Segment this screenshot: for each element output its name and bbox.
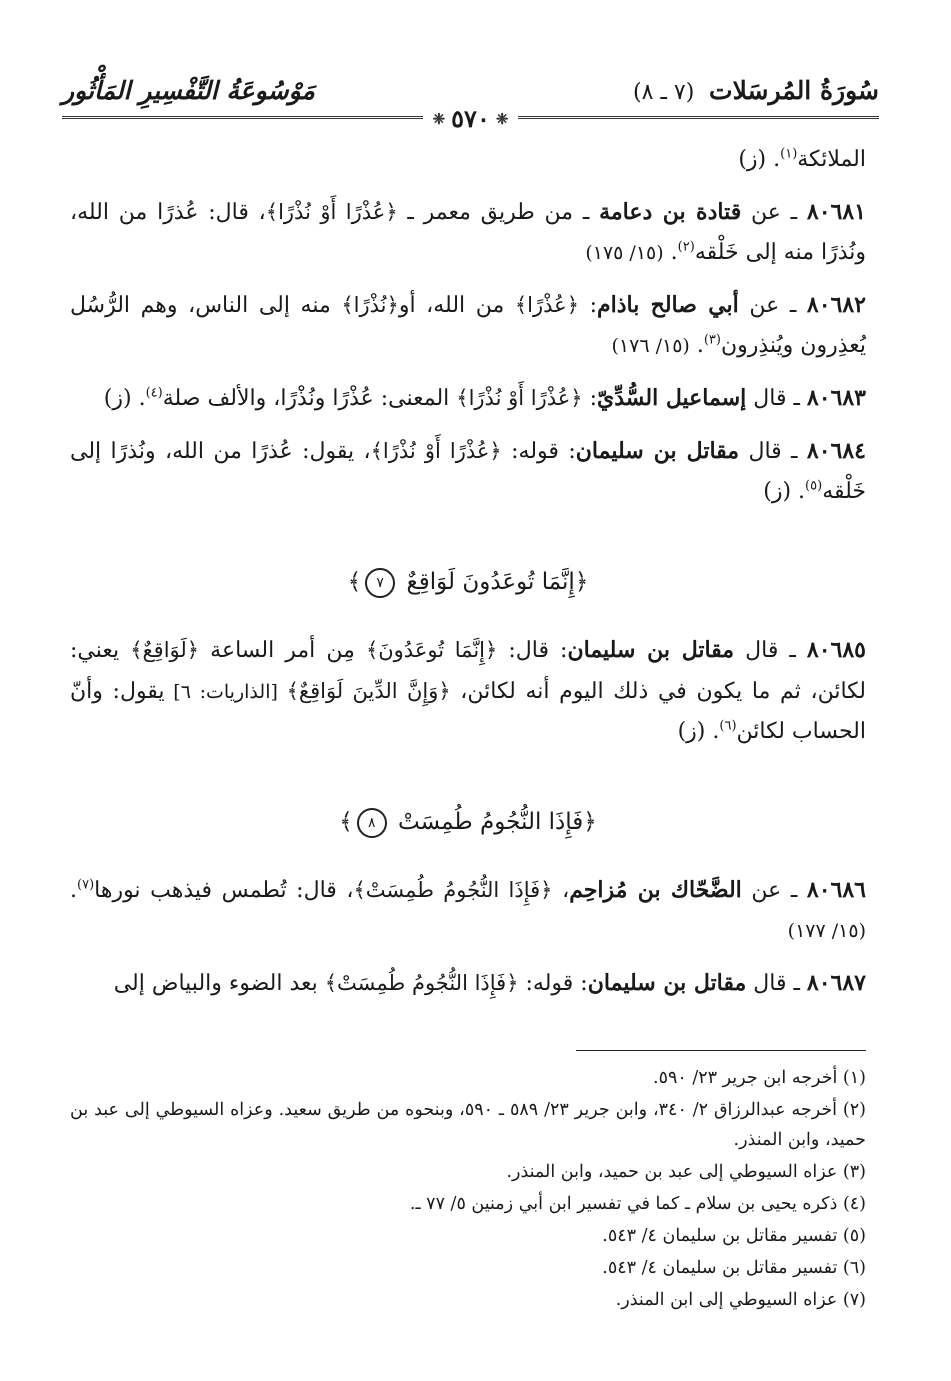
narration-80683 (70, 378, 866, 419)
quran-quote: ﴿لَوَاقِعٌ﴾ (130, 638, 200, 662)
narrator-name: مقاتل بن سليمان (587, 970, 747, 996)
narration-80687 (70, 963, 866, 1004)
page-number: ٥٧٠ (451, 104, 490, 133)
ayah-range: (٧ ـ ٨) (633, 80, 695, 105)
footnote-ref: (٤) (145, 385, 163, 401)
page-number-block (423, 104, 519, 133)
quran-quote: ﴿عُذْرًا أَوْ نُذْرًا﴾ (370, 439, 502, 463)
text-run: : (582, 386, 597, 411)
surah-header (633, 76, 879, 105)
text-run: : قوله: (501, 439, 576, 464)
ayah-number-marker: ٧ (365, 568, 395, 598)
text-run: ـ عن (738, 293, 807, 318)
continuation-line (70, 140, 866, 180)
text-run: : قال: (497, 638, 568, 663)
footnote-separator (576, 1050, 866, 1051)
text-run: . (ز) (677, 719, 720, 744)
text-run: من الله، أو (398, 293, 515, 318)
narration-number: ٨٠٦٨٦ (806, 877, 866, 903)
quran-quote: ﴿وَإِنَّ الدِّينَ لَوَاقِعٌ﴾ (286, 679, 451, 703)
verse-bracket: ﴿ (574, 569, 589, 595)
quran-quote: ﴿عُذْرًا أَوْ نُذْرًا﴾ (456, 386, 583, 410)
narration-number: ٨٠٦٨١ (806, 199, 866, 225)
ornament-icon: ❈ (495, 109, 509, 128)
text-run: مِن أمر الساعة (199, 638, 366, 663)
text-run: ـ قال (746, 971, 807, 996)
footnote-ref: (٣) (703, 332, 721, 348)
footnote-2: (٢) أخرجه عبدالرزاق ٢/ ٣٤٠، وابن جرير ٢٣/ ٥٨٩ ـ ٥٩٠، وبنحوه من طريق سعيد. وعزاه السيوطي إلى عبد بن حميد، وابن المنذر. (70, 1100, 866, 1150)
quran-quote: ﴿عُذْرًا أَوْ نُذْرًا﴾ (265, 200, 398, 224)
narrator-name: أبي صالح باذام (597, 292, 739, 318)
text-run: يقول: وأنّ الحساب لكائن (70, 679, 866, 744)
quran-quote: ﴿نُذْرًا﴾ (341, 293, 399, 317)
verse-text: إِنَّمَا تُوعَدُونَ لَوَاقِعٌ (406, 569, 575, 595)
text-run: بعد الضوء والبياض إلى (113, 971, 325, 996)
narrator-name: الضَّحّاك بن مُزاحِم (569, 877, 742, 903)
source-ref: (١٥/ ١٧٥) (585, 242, 664, 264)
text-run: . (70, 878, 77, 903)
text-run: ، (552, 878, 570, 903)
text-run: : (579, 293, 598, 318)
text-run: . (ز) (763, 479, 806, 504)
text-run: ، قال: تُطمس فيذهب نورها (94, 878, 354, 903)
text-run: ، يقول: عُذرًا من الله، ونُذرًا إلى خَلْقه (70, 439, 866, 504)
text-run: ـ قال (739, 439, 807, 464)
footnote-1: (١) أخرجه ابن جرير ٢٣/ ٥٩٠. (653, 1068, 866, 1088)
verse-bracket: ﴾ (339, 809, 353, 835)
footnote-ref: (٧) (77, 877, 95, 893)
footnote-6: (٦) تفسير مقاتل بن سليمان ٤/ ٥٤٣. (602, 1258, 866, 1278)
narration-80681 (70, 192, 866, 273)
surah-title: سُورَةُ المُرسَلات (709, 76, 879, 105)
text-run: ـ قال (734, 638, 807, 663)
ayah-number-marker: ٨ (357, 808, 387, 838)
text-run: : قوله: (518, 971, 588, 996)
narrator-name: مقاتل بن سليمان (567, 637, 735, 663)
narrator-name: مقاتل بن سليمان (575, 438, 740, 464)
text-run: ـ من طريق معمر ـ (397, 200, 600, 225)
text-run: . (689, 333, 704, 358)
running-header (62, 74, 879, 134)
quran-quote: ﴿فَإِذَا النُّجُومُ طُمِسَتْ﴾ (353, 878, 553, 902)
main-text (70, 140, 866, 1016)
footnote-ref: (٢) (677, 239, 695, 255)
text-run: . (ز) (103, 386, 146, 411)
footnote-5: (٥) تفسير مقاتل بن سليمان ٤/ ٥٤٣. (602, 1226, 866, 1246)
narration-80686 (70, 870, 866, 951)
narration-number: ٨٠٦٨٤ (806, 438, 866, 464)
text-run: ـ عن (741, 200, 807, 225)
narration-number: ٨٠٦٨٣ (806, 385, 866, 411)
quran-quote: ﴿إِنَّمَا تُوعَدُونَ﴾ (365, 638, 498, 662)
book-title: مَوْسُوعَةُ التَّفْسِيرِ المَأْثُور (62, 76, 315, 105)
narration-number: ٨٠٦٨٧ (806, 970, 866, 996)
verse-bracket: ﴿ (583, 809, 597, 835)
ornament-icon: ❈ (432, 109, 446, 128)
footnote-4: (٤) ذكره يحيى بن سلام ـ كما في تفسير ابن أبي زمنين ٥/ ٧٧ ـ. (409, 1194, 866, 1214)
text-run: . (663, 240, 678, 265)
text-run: ، قال: عُذرًا من الله، ونُذرًا منه إلى خَلْقه (70, 200, 866, 265)
source-ref: (١٥/ ١٧٧) (787, 920, 866, 942)
narrator-name: قتادة بن دعامة (599, 199, 742, 225)
text-run: ـ عن (741, 878, 807, 903)
verse-text: فَإِذَا النُّجُومُ طُمِسَتْ (398, 809, 584, 835)
footnote-ref: (١) (780, 146, 798, 162)
text-run: المعنى: عُذْرًا ونُذْرًا، والألف صلة (162, 386, 457, 411)
narration-80682 (70, 285, 866, 366)
quran-quote: ﴿عُذْرًا﴾ (514, 293, 580, 317)
narration-80684 (70, 431, 866, 512)
text-run: ـ قال (746, 386, 807, 411)
narration-number: ٨٠٦٨٢ (806, 292, 866, 318)
line-text: الملائكة (797, 147, 866, 172)
narration-80685 (70, 630, 866, 752)
footnote-7: (٧) عزاه السيوطي إلى ابن المنذر. (615, 1290, 866, 1310)
footnote-ref: (٥) (805, 478, 823, 494)
surah-reference: [الذاريات: ٦] (164, 681, 287, 703)
verse-heading-8 (70, 802, 866, 842)
narrator-name: إسماعيل السُّدِّيّ (597, 385, 747, 411)
footnote-ref: (٦) (719, 718, 737, 734)
quran-quote: ﴿فَإِذَا النُّجُومُ طُمِسَتْ﴾ (324, 971, 519, 995)
footnote-3: (٣) عزاه السيوطي إلى عبد بن حميد، وابن المنذر. (506, 1162, 866, 1182)
text-run: منه إلى الناس، وهم الرُّسُل يُعذِرون ويُنذِرون (70, 293, 866, 358)
narration-number: ٨٠٦٨٥ (806, 637, 866, 663)
line-tail: . (ز) (738, 147, 781, 172)
source-ref: (١٥/ ١٧٦) (611, 335, 690, 357)
verse-bracket: ﴾ (347, 569, 362, 595)
verse-heading-7 (70, 562, 866, 602)
text-run: يعني: لكائن، ثم ما يكون في ذلك اليوم أنه لكائن، (70, 638, 867, 704)
footnotes (70, 1063, 866, 1317)
